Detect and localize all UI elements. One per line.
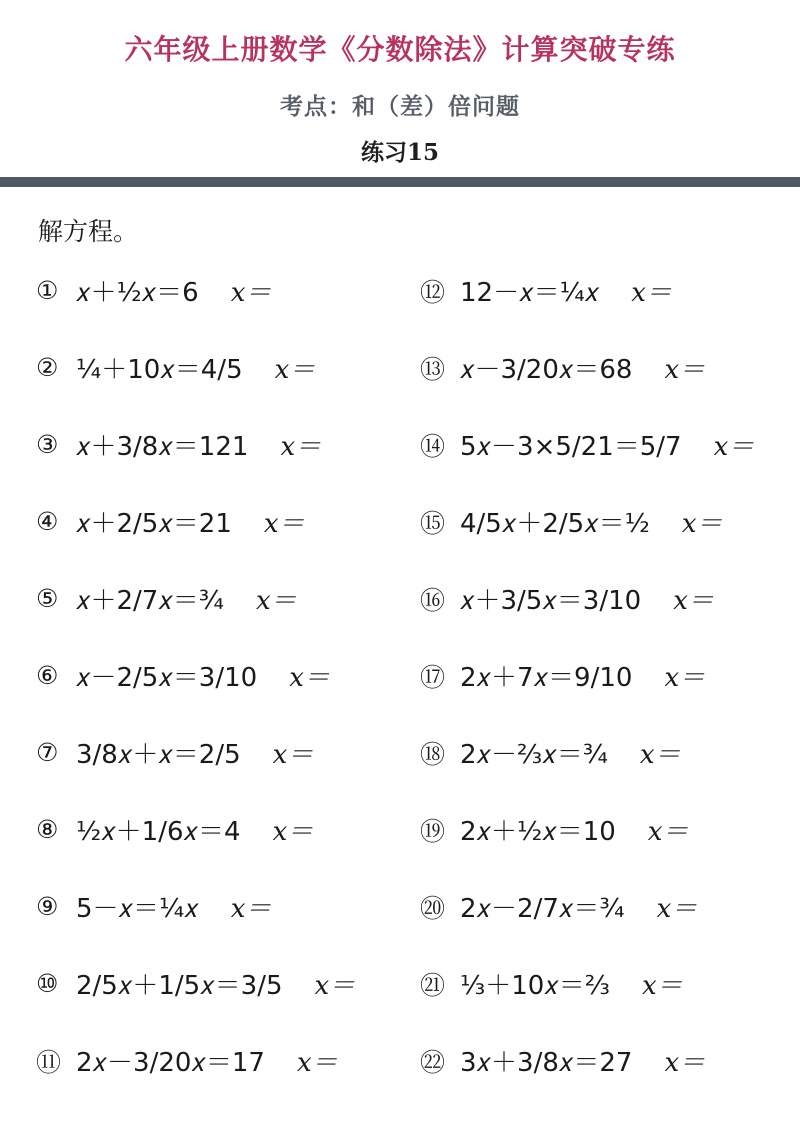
equation: 𝑥＋3/5𝑥＝3/10 — [460, 586, 642, 616]
problem-number: ⑪ — [36, 1047, 62, 1077]
answer-blank: 𝑥＝ — [314, 971, 356, 1001]
answer-blank: 𝑥＝ — [230, 278, 272, 308]
problem-number: ⑧ — [36, 815, 59, 844]
answer-blank: 𝑥＝ — [647, 817, 689, 847]
problem-number: ㉒ — [420, 1047, 446, 1077]
problem-item — [420, 329, 754, 406]
equation: ⅓＋10𝑥＝⅔ — [460, 971, 610, 1001]
problem-number: ② — [36, 353, 59, 382]
answer-blank: 𝑥＝ — [664, 663, 706, 693]
problem-number: ① — [36, 276, 59, 305]
exercise-number: 练习15 — [360, 139, 439, 166]
page-title: 六年级上册数学《分数除法》计算突破专练 — [124, 33, 676, 66]
equation: 2𝑥－3/20𝑥＝17 — [76, 1048, 265, 1078]
problem-item — [36, 791, 355, 868]
problem-number: ⑳ — [420, 893, 446, 923]
equation: 4/5𝑥＋2/5𝑥＝½ — [460, 509, 650, 539]
answer-blank: 𝑥＝ — [230, 894, 272, 924]
problem-number: ⑰ — [420, 662, 446, 692]
problem-item — [36, 560, 355, 637]
equation: 𝑥＋2/5𝑥＝21 — [76, 509, 232, 539]
equation: ½𝑥＋1/6𝑥＝4 — [76, 817, 241, 847]
equation: 12－𝑥＝¼𝑥 — [460, 278, 600, 308]
problem-number: ⑥ — [36, 661, 59, 690]
problem-number: ⑩ — [36, 969, 59, 998]
equation: 2/5𝑥＋1/5𝑥＝3/5 — [76, 971, 283, 1001]
problem-item — [36, 868, 355, 945]
problem-number: ④ — [36, 507, 59, 536]
problems-right-column — [420, 252, 754, 1099]
problem-number: ⑭ — [420, 431, 446, 461]
problem-item — [36, 406, 355, 483]
problem-number: ⑬ — [420, 354, 446, 384]
equation: 3/8𝑥＋𝑥＝2/5 — [76, 740, 241, 770]
answer-blank: 𝑥＝ — [256, 586, 297, 616]
problem-item — [36, 252, 355, 329]
problem-number: ⑨ — [36, 892, 59, 921]
equation: 𝑥－3/20𝑥＝68 — [460, 355, 633, 385]
equation: 5𝑥－3×5/21＝5/7 — [460, 432, 682, 462]
worksheet-header — [0, 0, 800, 190]
problem-number: ⑮ — [420, 508, 446, 538]
header-divider — [0, 177, 800, 187]
problem-number: ③ — [36, 430, 59, 459]
equation: 𝑥＋3/8𝑥＝121 — [76, 432, 249, 462]
problems-left-column — [36, 252, 355, 1099]
problem-item — [420, 560, 754, 637]
problem-number: ⑲ — [420, 816, 446, 846]
equation: 2𝑥＋7𝑥＝9/10 — [460, 663, 633, 693]
answer-blank: 𝑥＝ — [296, 1048, 338, 1078]
equation: 3𝑥＋3/8𝑥＝27 — [460, 1048, 633, 1078]
equation: 2𝑥＋½𝑥＝10 — [460, 817, 616, 847]
problem-item — [36, 714, 355, 791]
problem-number: ㉑ — [420, 970, 446, 1000]
answer-blank: 𝑥＝ — [263, 509, 305, 539]
problem-item — [36, 483, 355, 560]
answer-blank: 𝑥＝ — [272, 817, 314, 847]
instruction-text: 解方程。 — [38, 217, 139, 246]
answer-blank: 𝑥＝ — [713, 432, 755, 462]
problem-item — [36, 945, 355, 1022]
problem-item — [420, 868, 754, 945]
problem-item — [420, 483, 754, 560]
equation: 𝑥＋2/7𝑥＝¾ — [76, 586, 225, 616]
answer-blank: 𝑥＝ — [673, 586, 714, 616]
problem-item — [420, 406, 754, 483]
equation: 𝑥＋½𝑥＝6 — [76, 278, 199, 308]
problem-item — [36, 1022, 355, 1099]
equation: 𝑥－2/5𝑥＝3/10 — [76, 663, 258, 693]
answer-blank: 𝑥＝ — [639, 740, 681, 770]
page-subtitle: 考点：和（差）倍问题 — [280, 93, 520, 120]
answer-blank: 𝑥＝ — [664, 355, 706, 385]
problem-item — [420, 791, 754, 868]
answer-blank: 𝑥＝ — [289, 663, 330, 693]
answer-blank: 𝑥＝ — [681, 509, 723, 539]
answer-blank: 𝑥＝ — [280, 432, 322, 462]
problem-item — [36, 329, 355, 406]
problem-item — [420, 714, 754, 791]
problem-number: ⑤ — [36, 584, 59, 613]
answer-blank: 𝑥＝ — [272, 740, 314, 770]
problem-number: ⑯ — [420, 585, 446, 615]
equation: 5－𝑥＝¼𝑥 — [76, 894, 199, 924]
problem-item — [420, 252, 754, 329]
answer-blank: 𝑥＝ — [656, 894, 698, 924]
problem-number: ⑦ — [36, 738, 59, 767]
problem-item — [420, 945, 754, 1022]
problem-item — [36, 637, 355, 714]
problem-item — [420, 1022, 754, 1099]
answer-blank: 𝑥＝ — [641, 971, 683, 1001]
equation: 2𝑥－2/7𝑥＝¾ — [460, 894, 625, 924]
answer-blank: 𝑥＝ — [664, 1048, 706, 1078]
problem-number: ⑫ — [420, 277, 446, 307]
problem-number: ⑱ — [420, 739, 446, 769]
equation: 2𝑥－⅔𝑥＝¾ — [460, 740, 608, 770]
answer-blank: 𝑥＝ — [631, 278, 672, 308]
problem-item — [420, 637, 754, 714]
answer-blank: 𝑥＝ — [274, 355, 316, 385]
equation: ¼＋10𝑥＝4/5 — [76, 355, 243, 385]
